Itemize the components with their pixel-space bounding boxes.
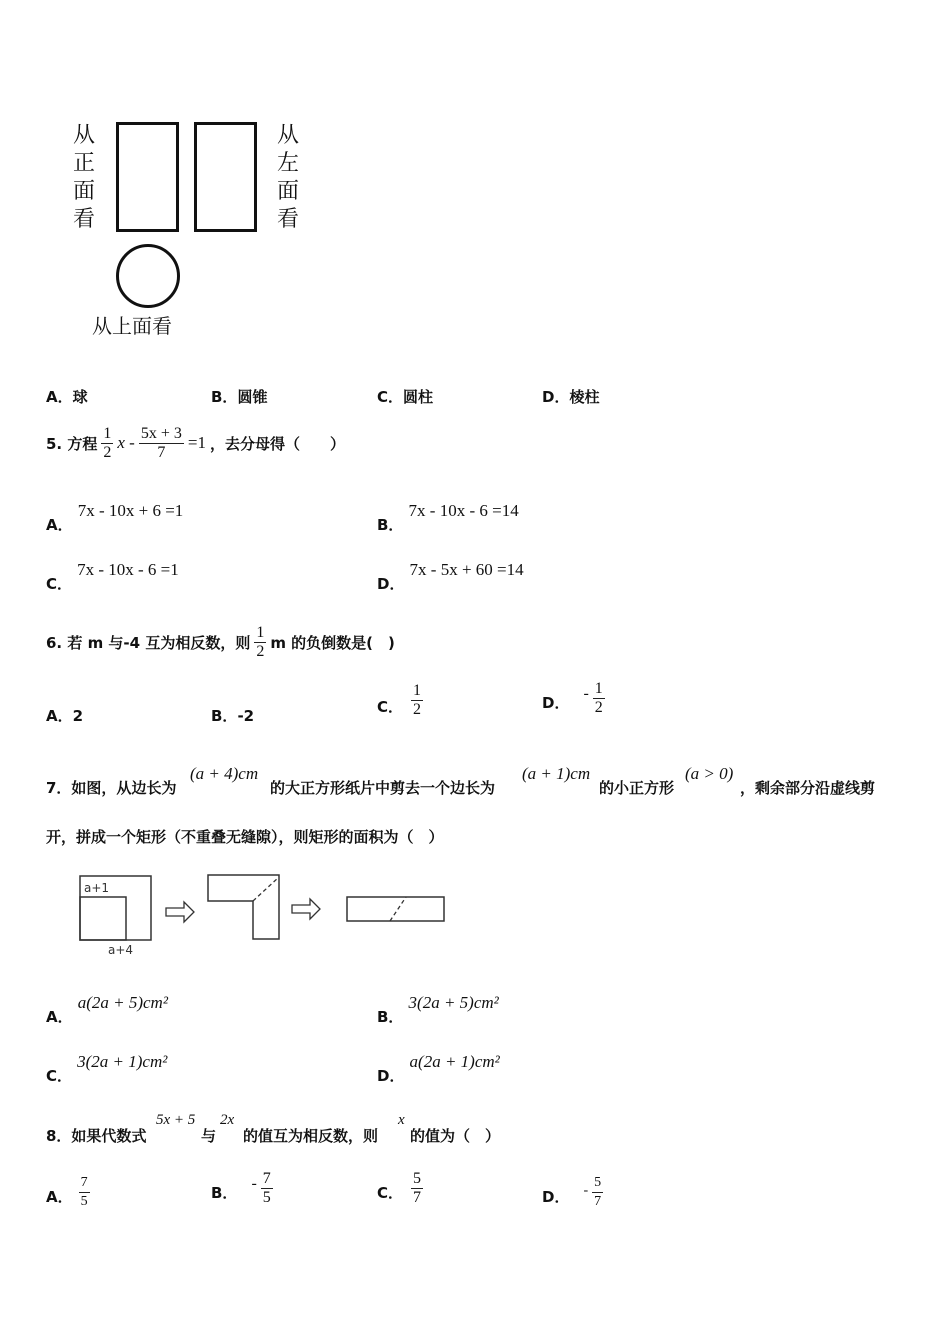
result-rectangle — [347, 897, 444, 921]
option-label: A． — [46, 1188, 73, 1206]
option-text: 球 — [72, 388, 88, 406]
option-label: C． — [46, 575, 73, 593]
fraction-numerator: 5 — [413, 1170, 422, 1187]
q7-middle-1: 的大正方形纸片中剪去一个边长为 — [270, 779, 496, 797]
q5-fraction-1 — [101, 425, 113, 462]
q6-option-a[interactable] — [46, 705, 83, 726]
q6-option-c[interactable] — [377, 682, 423, 719]
option-text: 圆柱 — [403, 388, 434, 406]
q7-middle-2: 的小正方形 — [599, 779, 675, 797]
q8-stem — [46, 1110, 646, 1146]
option-label: A． — [46, 388, 73, 406]
q7-expression-3: (a > 0) — [685, 764, 734, 783]
option-text: 圆锥 — [237, 388, 268, 406]
l-shape-cut-line — [253, 877, 279, 901]
fraction-denominator: 7 — [594, 1194, 602, 1209]
q5-prefix: 5. 方程 — [46, 434, 98, 453]
q5-option-d[interactable] — [377, 559, 524, 593]
q7-option-c[interactable] — [46, 1051, 168, 1085]
q5-option-c[interactable] — [46, 559, 179, 593]
q8-expression-3: x — [398, 1112, 405, 1128]
q5-option-a[interactable] — [46, 500, 184, 534]
option-expression: 3(2a + 1)cm² — [77, 1052, 168, 1071]
option-label: D． — [377, 1067, 405, 1085]
option-expression: 7x - 10x + 6 =1 — [77, 501, 184, 520]
q5-option-b[interactable] — [377, 500, 519, 534]
q7-stem-line1 — [46, 764, 926, 797]
q4-option-a[interactable] — [46, 386, 88, 407]
fraction-numerator: 1 — [256, 623, 265, 641]
left-view-char: 看 — [276, 207, 299, 232]
option-sign: - — [583, 1183, 589, 1198]
option-text: 棱柱 — [569, 388, 600, 406]
front-view-char: 看 — [72, 207, 95, 232]
option-label: D． — [377, 575, 405, 593]
rectangle-cut-line — [390, 897, 406, 921]
q5-equals: =1 — [187, 433, 206, 452]
q8-prefix: 8．如果代数式 — [46, 1127, 147, 1145]
q6-suffix: m 的负倒数是( ) — [270, 633, 395, 652]
fraction-numerator: 5 — [592, 1174, 603, 1193]
small-square-label: a+1 — [84, 881, 110, 895]
q7-expression-1: (a + 4)cm — [190, 764, 259, 783]
top-view-label: 从上面看 — [92, 314, 172, 338]
option-text: 2 — [72, 707, 84, 725]
fraction-numerator: 7 — [79, 1174, 90, 1193]
option-label: B． — [377, 1008, 404, 1026]
fraction-denominator: 2 — [413, 701, 422, 718]
q7-prefix: 7．如图，从边长为 — [46, 779, 177, 797]
q8-middle-1: 与 — [201, 1127, 217, 1145]
left-view-char: 从 — [276, 123, 299, 148]
option-fraction — [593, 680, 605, 717]
q7-cut-and-rearrange-figure — [70, 868, 450, 960]
q6-option-d[interactable] — [542, 680, 605, 717]
left-view-char: 面 — [276, 179, 299, 204]
option-fraction — [79, 1174, 90, 1211]
fraction-numerator: 1 — [594, 680, 603, 697]
option-label: C． — [377, 698, 404, 716]
q7-option-a[interactable] — [46, 992, 168, 1026]
big-square-label: a+4 — [108, 943, 134, 957]
q8-middle-2: 的值互为相反数，则 — [243, 1127, 379, 1145]
front-view-label — [72, 122, 96, 234]
option-expression: 7x - 5x + 60 =14 — [409, 560, 524, 579]
fraction-denominator: 5 — [262, 1189, 271, 1206]
fraction-denominator: 7 — [157, 443, 166, 461]
option-label: B． — [377, 516, 404, 534]
option-label: D． — [542, 694, 570, 712]
q6-stem — [46, 620, 395, 664]
three-views-figure — [70, 118, 330, 348]
option-expression: 7x - 10x - 6 =14 — [408, 501, 519, 520]
q5-stem — [46, 420, 345, 466]
q7-stem-line2: 开，拼成一个矩形（不重叠无缝隙），则矩形的面积为（ ） — [46, 828, 444, 846]
option-fraction — [592, 1174, 603, 1211]
option-sign: - — [251, 1175, 257, 1192]
option-expression: 7x - 10x - 6 =1 — [77, 560, 179, 579]
fraction-numerator: 7 — [262, 1170, 271, 1187]
front-view-char: 面 — [72, 179, 95, 204]
option-label: C． — [377, 1184, 404, 1202]
option-expression: a(2a + 1)cm² — [409, 1052, 500, 1071]
fraction-denominator: 5 — [80, 1194, 88, 1209]
q7-suffix: ，剩余部分沿虚线剪 — [740, 779, 876, 797]
fraction-numerator: 1 — [413, 682, 422, 699]
fraction-denominator: 7 — [413, 1189, 422, 1206]
option-label: C． — [46, 1067, 73, 1085]
q4-option-c[interactable] — [377, 386, 433, 407]
small-square — [80, 897, 126, 940]
front-view-char: 正 — [72, 151, 95, 176]
option-fraction — [411, 1170, 423, 1207]
option-label: D． — [542, 388, 570, 406]
q8-option-a[interactable] — [46, 1174, 90, 1211]
front-view-rectangle — [116, 122, 179, 232]
fraction-denominator: 2 — [256, 642, 265, 660]
q5-fraction-2 — [139, 425, 184, 462]
q7-expression-2: (a + 1)cm — [522, 764, 591, 783]
option-label: D． — [542, 1188, 570, 1206]
fraction-denominator: 2 — [103, 443, 112, 461]
fraction-numerator: 1 — [103, 424, 112, 442]
arrow-icon — [166, 902, 194, 922]
option-expression: a(2a + 5)cm² — [77, 993, 168, 1012]
q8-option-b[interactable] — [211, 1170, 273, 1207]
q8-expression-2: 2x — [220, 1112, 235, 1128]
q8-option-d[interactable] — [542, 1174, 603, 1211]
option-label: A． — [46, 516, 73, 534]
option-fraction — [411, 682, 423, 719]
q4-option-d[interactable] — [542, 386, 599, 407]
q7-option-d[interactable] — [377, 1051, 500, 1085]
top-view-circle — [116, 244, 180, 308]
q6-option-b[interactable] — [211, 705, 254, 726]
q5-middle-term: x - — [117, 433, 135, 452]
option-label: A． — [46, 1008, 73, 1026]
option-fraction — [261, 1170, 273, 1207]
option-sign: - — [583, 685, 589, 702]
left-view-rectangle — [194, 122, 257, 232]
q5-suffix: ，去分母得（ ） — [209, 434, 345, 453]
fraction-numerator: 5x + 3 — [140, 424, 182, 442]
l-shape — [208, 875, 279, 939]
left-view-label — [276, 122, 300, 234]
q8-expression-1: 5x + 5 — [156, 1112, 196, 1128]
option-label: C． — [377, 388, 404, 406]
option-label: B． — [211, 707, 238, 725]
q8-option-c[interactable] — [377, 1170, 423, 1207]
front-view-char: 从 — [72, 123, 95, 148]
fraction-denominator: 2 — [594, 699, 603, 716]
option-label: B． — [211, 388, 238, 406]
option-text: -2 — [237, 707, 255, 725]
q8-suffix: 的值为（ ） — [410, 1127, 501, 1145]
arrow-icon — [292, 899, 320, 919]
option-label: B． — [211, 1184, 238, 1202]
q6-fraction — [254, 624, 266, 661]
q4-option-b[interactable] — [211, 386, 267, 407]
q7-option-b[interactable] — [377, 992, 499, 1026]
option-expression: 3(2a + 5)cm² — [408, 993, 499, 1012]
left-view-char: 左 — [276, 151, 299, 176]
option-label: A． — [46, 707, 73, 725]
q6-prefix: 6. 若 m 与-4 互为相反数，则 — [46, 633, 251, 652]
